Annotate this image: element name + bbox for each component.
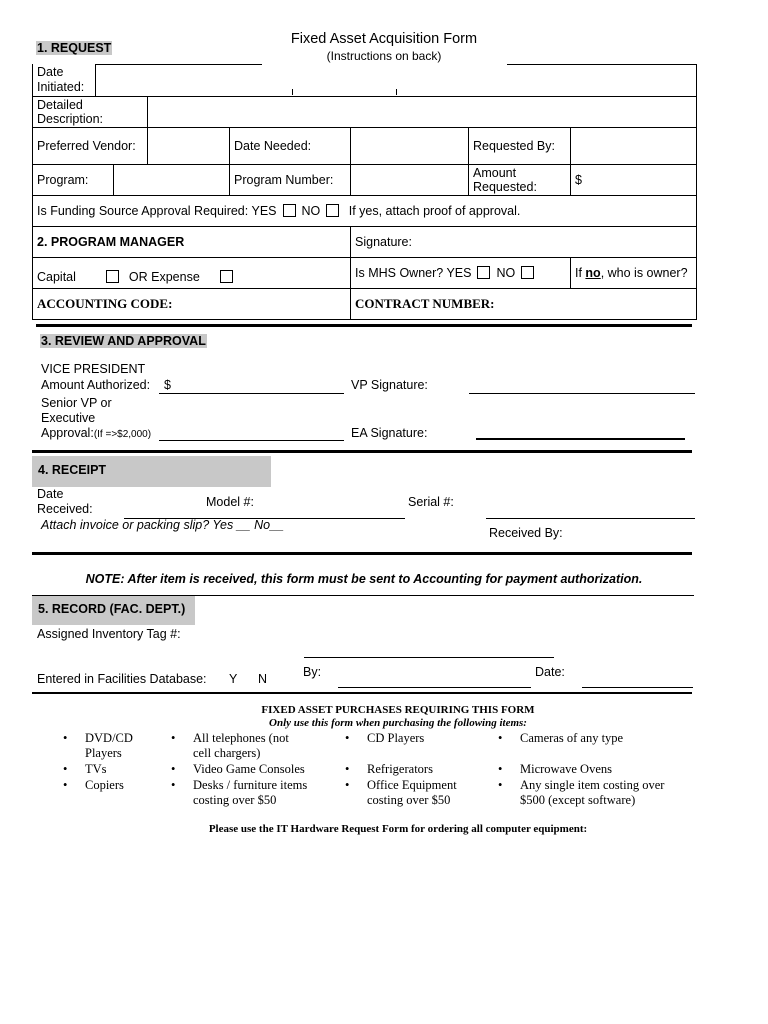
mhs-no-checkbox[interactable] [521, 266, 534, 279]
amount-requested-field[interactable]: $ [571, 164, 697, 195]
section4-bottom-rule [32, 552, 692, 555]
list-item: • Desks / furniture items costing over $50 [193, 778, 307, 808]
funding-yes-checkbox[interactable] [283, 204, 296, 217]
tick-mark [396, 89, 397, 95]
by-label: By: [303, 665, 322, 679]
list-item: • All telephones (not cell chargers) [193, 731, 289, 761]
vp-label: VICE PRESIDENT [41, 362, 146, 376]
amount-authorized-dollar: $ [164, 378, 171, 392]
list-item: • Any single item costing over $500 (except software) [520, 778, 664, 808]
section3-heading: 3. REVIEW AND APPROVAL [41, 334, 206, 348]
senior-vp-label-2: Executive [41, 411, 96, 425]
date-needed-label: Date Needed: [230, 127, 351, 164]
section2-heading: 2. PROGRAM MANAGER [37, 234, 185, 249]
vp-signature-line[interactable] [469, 393, 695, 394]
requested-by-label: Requested By: [469, 127, 571, 164]
approval-line[interactable] [159, 440, 344, 441]
detailed-description-field[interactable] [148, 96, 697, 127]
date-needed-field[interactable] [351, 127, 469, 164]
inventory-tag-label: Assigned Inventory Tag #: [37, 627, 181, 641]
list-item: • Copiers [85, 778, 124, 793]
program-number-field[interactable] [351, 164, 469, 195]
requested-by-field[interactable] [571, 127, 697, 164]
section1-heading: 1. REQUEST [37, 41, 112, 55]
date-received-label-2: Received: [37, 502, 93, 516]
ea-signature-line[interactable] [476, 438, 685, 440]
tick-mark [292, 89, 293, 95]
mhs-no-label: NO [496, 265, 516, 280]
amount-authorized-label: Amount Authorized: [41, 378, 151, 392]
approval-label: Approval:(If =>$2,000) [41, 426, 152, 440]
list-item: • DVD/CD Players [85, 731, 133, 761]
list-item: • Refrigerators [367, 762, 433, 777]
section5-bottom-rule [32, 692, 692, 694]
program-label: Program: [33, 164, 114, 195]
expense-checkbox[interactable] [220, 270, 233, 283]
entered-db-y[interactable]: Y [229, 672, 238, 686]
it-hardware-note: Please use the IT Hardware Request Form for ordering all computer equipment: [208, 823, 588, 835]
capital-label: Capital [37, 269, 76, 284]
date-line[interactable] [582, 687, 693, 688]
vp-signature-label: VP Signature: [351, 378, 428, 392]
detailed-description-label: Detailed Description: [33, 96, 148, 127]
section2-heading-cell [33, 226, 351, 257]
section3-rule [36, 324, 692, 327]
pm-signature-field[interactable]: Signature: [351, 226, 697, 257]
funding-note: If yes, attach proof of approval. [348, 203, 521, 218]
funding-no-label: NO [301, 203, 321, 218]
accounting-note: NOTE: After item is received, this form must be sent to Accounting for payment authorization. [85, 572, 643, 586]
owner-question[interactable]: If no, who is owner? [571, 257, 697, 288]
section4-rule [32, 450, 692, 453]
serial-line[interactable] [486, 518, 695, 519]
ea-signature-label: EA Signature: [351, 426, 428, 440]
preferred-vendor-field[interactable] [148, 127, 230, 164]
received-by-label: Received By: [489, 526, 563, 540]
amount-authorized-line[interactable] [159, 393, 344, 394]
mhs-owner-row [351, 257, 571, 288]
list-item: • CD Players [367, 731, 424, 746]
funding-question: Is Funding Source Approval Required: YES [37, 203, 277, 218]
expense-label: OR Expense [128, 269, 200, 284]
section5-heading: 5. RECORD (FAC. DEPT.) [32, 596, 195, 625]
form-subtitle: (Instructions on back) [326, 49, 442, 63]
list-item: • Video Game Consoles [193, 762, 305, 777]
by-line[interactable] [338, 687, 531, 688]
amount-requested-label: Amount Requested: [469, 164, 571, 195]
attach-invoice-text: Attach invoice or packing slip? Yes __ No__ [41, 518, 284, 532]
section4-heading: 4. RECEIPT [32, 456, 271, 487]
list-item: • Cameras of any type [520, 731, 623, 746]
footer-subtitle: Only use this form when purchasing the following items: [269, 717, 527, 729]
list-item: • TVs [85, 762, 107, 777]
mhs-owner-label: Is MHS Owner? YES [355, 265, 472, 280]
program-field[interactable] [114, 164, 230, 195]
list-item: • Microwave Ovens [520, 762, 612, 777]
entered-db-n[interactable]: N [258, 672, 268, 686]
funding-approval-row [33, 195, 697, 226]
contract-number-field[interactable]: CONTRACT NUMBER: [351, 288, 697, 319]
date-label: Date: [535, 665, 565, 679]
capital-expense-row [33, 257, 351, 288]
funding-no-checkbox[interactable] [326, 204, 339, 217]
inventory-tag-line[interactable] [304, 657, 554, 658]
capital-checkbox[interactable] [106, 270, 119, 283]
date-received-label-1: Date [37, 487, 64, 501]
mhs-yes-checkbox[interactable] [477, 266, 490, 279]
footer-title: FIXED ASSET PURCHASES REQUIRING THIS FORM [261, 704, 535, 716]
date-initiated-label: Date Initiated: [33, 64, 96, 96]
accounting-code-field[interactable]: ACCOUNTING CODE: [33, 288, 351, 319]
list-item: • Office Equipment costing over $50 [367, 778, 457, 808]
model-label: Model #: [206, 495, 254, 509]
request-table [32, 64, 697, 320]
form-title: Fixed Asset Acquisition Form [290, 31, 478, 47]
serial-label: Serial #: [408, 495, 454, 509]
entered-db-label: Entered in Facilities Database: [37, 672, 207, 686]
senior-vp-label-1: Senior VP or [41, 396, 112, 410]
preferred-vendor-label: Preferred Vendor: [33, 127, 148, 164]
program-number-label: Program Number: [230, 164, 351, 195]
